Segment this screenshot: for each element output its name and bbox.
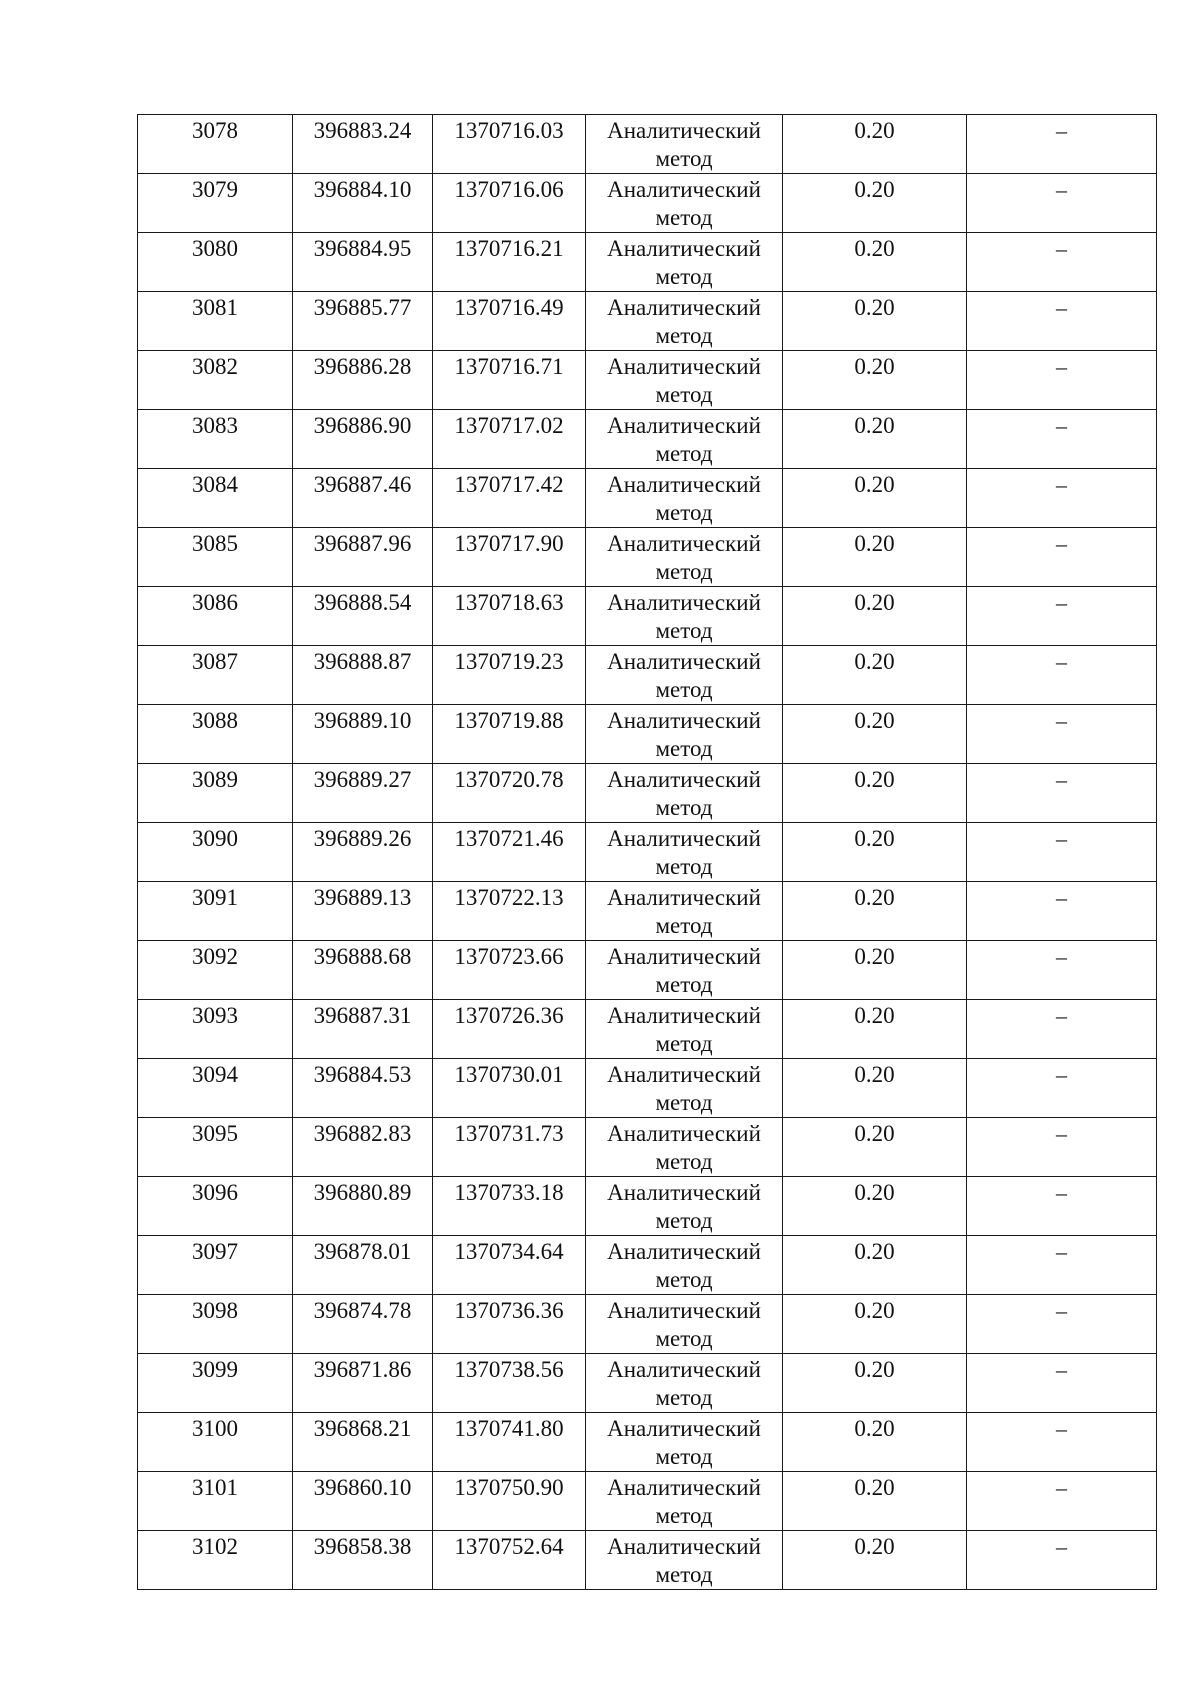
point-number-cell: 3091: [138, 882, 293, 941]
y-coordinate-cell: 1370736.36: [433, 1295, 586, 1354]
method-line-1: Аналитический: [607, 1180, 761, 1205]
table-row: [138, 115, 1157, 174]
method-line-1: Аналитический: [607, 590, 761, 615]
point-number-cell: 3080: [138, 233, 293, 292]
method-line-1: Аналитический: [607, 531, 761, 556]
accuracy-cell: 0.20: [783, 174, 967, 233]
method-cell: [586, 528, 783, 587]
point-number-cell: 3085: [138, 528, 293, 587]
method-cell: [586, 1295, 783, 1354]
method-cell: [586, 1118, 783, 1177]
accuracy-cell: 0.20: [783, 292, 967, 351]
point-number-cell: 3086: [138, 587, 293, 646]
table-row: [138, 292, 1157, 351]
x-coordinate-cell: 396880.89: [293, 1177, 433, 1236]
y-coordinate-cell: 1370717.90: [433, 528, 586, 587]
method-line-1: Аналитический: [607, 1475, 761, 1500]
x-coordinate-cell: 396878.01: [293, 1236, 433, 1295]
method-line-2: метод: [655, 264, 713, 289]
method-line-1: Аналитический: [607, 1534, 761, 1559]
method-line-2: метод: [655, 736, 713, 761]
point-number-cell: 3093: [138, 1000, 293, 1059]
method-line-2: метод: [655, 559, 713, 584]
note-cell: –: [967, 1118, 1157, 1177]
method-line-2: метод: [655, 1267, 713, 1292]
accuracy-cell: 0.20: [783, 1236, 967, 1295]
note-cell: –: [967, 469, 1157, 528]
point-number-cell: 3092: [138, 941, 293, 1000]
coordinates-table: [137, 114, 1157, 1590]
method-cell: [586, 233, 783, 292]
point-number-cell: 3102: [138, 1531, 293, 1590]
y-coordinate-cell: 1370741.80: [433, 1413, 586, 1472]
accuracy-cell: 0.20: [783, 1000, 967, 1059]
note-cell: –: [967, 1059, 1157, 1118]
note-cell: –: [967, 882, 1157, 941]
method-cell: [586, 351, 783, 410]
point-number-cell: 3078: [138, 115, 293, 174]
note-cell: –: [967, 764, 1157, 823]
method-cell: [586, 292, 783, 351]
y-coordinate-cell: 1370716.03: [433, 115, 586, 174]
y-coordinate-cell: 1370722.13: [433, 882, 586, 941]
y-coordinate-cell: 1370734.64: [433, 1236, 586, 1295]
note-cell: –: [967, 115, 1157, 174]
method-line-2: метод: [655, 1503, 713, 1528]
method-line-1: Аналитический: [607, 295, 761, 320]
method-line-2: метод: [655, 1031, 713, 1056]
x-coordinate-cell: 396874.78: [293, 1295, 433, 1354]
table-row: [138, 764, 1157, 823]
note-cell: –: [967, 646, 1157, 705]
y-coordinate-cell: 1370719.88: [433, 705, 586, 764]
point-number-cell: 3098: [138, 1295, 293, 1354]
method-line-1: Аналитический: [607, 236, 761, 261]
method-cell: [586, 410, 783, 469]
table-row: [138, 1236, 1157, 1295]
point-number-cell: 3090: [138, 823, 293, 882]
point-number-cell: 3087: [138, 646, 293, 705]
x-coordinate-cell: 396882.83: [293, 1118, 433, 1177]
point-number-cell: 3082: [138, 351, 293, 410]
method-line-2: метод: [655, 205, 713, 230]
point-number-cell: 3100: [138, 1413, 293, 1472]
x-coordinate-cell: 396884.10: [293, 174, 433, 233]
accuracy-cell: 0.20: [783, 587, 967, 646]
y-coordinate-cell: 1370716.71: [433, 351, 586, 410]
method-line-2: метод: [655, 972, 713, 997]
method-cell: [586, 1059, 783, 1118]
accuracy-cell: 0.20: [783, 469, 967, 528]
y-coordinate-cell: 1370721.46: [433, 823, 586, 882]
method-line-2: метод: [655, 500, 713, 525]
method-cell: [586, 1354, 783, 1413]
x-coordinate-cell: 396889.27: [293, 764, 433, 823]
note-cell: –: [967, 528, 1157, 587]
x-coordinate-cell: 396888.68: [293, 941, 433, 1000]
note-cell: –: [967, 410, 1157, 469]
x-coordinate-cell: 396886.28: [293, 351, 433, 410]
y-coordinate-cell: 1370733.18: [433, 1177, 586, 1236]
accuracy-cell: 0.20: [783, 528, 967, 587]
accuracy-cell: 0.20: [783, 410, 967, 469]
method-line-1: Аналитический: [607, 1062, 761, 1087]
note-cell: –: [967, 1413, 1157, 1472]
method-cell: [586, 1000, 783, 1059]
table-row: [138, 646, 1157, 705]
table-row: [138, 174, 1157, 233]
note-cell: –: [967, 705, 1157, 764]
point-number-cell: 3079: [138, 174, 293, 233]
method-line-2: метод: [655, 1444, 713, 1469]
x-coordinate-cell: 396885.77: [293, 292, 433, 351]
table-row: [138, 823, 1157, 882]
note-cell: –: [967, 1531, 1157, 1590]
method-cell: [586, 174, 783, 233]
method-cell: [586, 1413, 783, 1472]
method-cell: [586, 941, 783, 1000]
table-row: [138, 1413, 1157, 1472]
note-cell: –: [967, 823, 1157, 882]
x-coordinate-cell: 396889.13: [293, 882, 433, 941]
table-row: [138, 941, 1157, 1000]
method-line-1: Аналитический: [607, 885, 761, 910]
method-line-1: Аналитический: [607, 118, 761, 143]
accuracy-cell: 0.20: [783, 823, 967, 882]
method-line-2: метод: [655, 913, 713, 938]
accuracy-cell: 0.20: [783, 1531, 967, 1590]
method-cell: [586, 764, 783, 823]
x-coordinate-cell: 396887.96: [293, 528, 433, 587]
point-number-cell: 3096: [138, 1177, 293, 1236]
method-cell: [586, 1236, 783, 1295]
point-number-cell: 3097: [138, 1236, 293, 1295]
accuracy-cell: 0.20: [783, 1413, 967, 1472]
x-coordinate-cell: 396886.90: [293, 410, 433, 469]
point-number-cell: 3084: [138, 469, 293, 528]
y-coordinate-cell: 1370717.02: [433, 410, 586, 469]
accuracy-cell: 0.20: [783, 646, 967, 705]
table-row: [138, 587, 1157, 646]
y-coordinate-cell: 1370726.36: [433, 1000, 586, 1059]
note-cell: –: [967, 1000, 1157, 1059]
method-line-1: Аналитический: [607, 649, 761, 674]
method-cell: [586, 1531, 783, 1590]
method-line-2: метод: [655, 382, 713, 407]
method-cell: [586, 882, 783, 941]
y-coordinate-cell: 1370717.42: [433, 469, 586, 528]
table-row: [138, 1177, 1157, 1236]
method-line-1: Аналитический: [607, 472, 761, 497]
note-cell: –: [967, 292, 1157, 351]
method-line-1: Аналитический: [607, 944, 761, 969]
accuracy-cell: 0.20: [783, 764, 967, 823]
point-number-cell: 3088: [138, 705, 293, 764]
x-coordinate-cell: 396884.95: [293, 233, 433, 292]
method-cell: [586, 115, 783, 174]
note-cell: –: [967, 941, 1157, 1000]
method-line-2: метод: [655, 1090, 713, 1115]
table-row: [138, 351, 1157, 410]
x-coordinate-cell: 396888.87: [293, 646, 433, 705]
accuracy-cell: 0.20: [783, 705, 967, 764]
method-cell: [586, 1472, 783, 1531]
y-coordinate-cell: 1370716.06: [433, 174, 586, 233]
table-row: [138, 469, 1157, 528]
method-cell: [586, 587, 783, 646]
table-row: [138, 705, 1157, 764]
table-row: [138, 528, 1157, 587]
accuracy-cell: 0.20: [783, 882, 967, 941]
table-row: [138, 1295, 1157, 1354]
method-line-2: метод: [655, 854, 713, 879]
method-line-1: Аналитический: [607, 1416, 761, 1441]
method-line-1: Аналитический: [607, 1239, 761, 1264]
x-coordinate-cell: 396889.26: [293, 823, 433, 882]
method-cell: [586, 823, 783, 882]
accuracy-cell: 0.20: [783, 233, 967, 292]
accuracy-cell: 0.20: [783, 1118, 967, 1177]
x-coordinate-cell: 396888.54: [293, 587, 433, 646]
y-coordinate-cell: 1370719.23: [433, 646, 586, 705]
accuracy-cell: 0.20: [783, 1059, 967, 1118]
accuracy-cell: 0.20: [783, 1354, 967, 1413]
table-row: [138, 882, 1157, 941]
method-line-1: Аналитический: [607, 177, 761, 202]
x-coordinate-cell: 396871.86: [293, 1354, 433, 1413]
method-line-2: метод: [655, 1385, 713, 1410]
method-line-1: Аналитический: [607, 1298, 761, 1323]
method-line-2: метод: [655, 441, 713, 466]
note-cell: –: [967, 1177, 1157, 1236]
note-cell: –: [967, 1354, 1157, 1413]
x-coordinate-cell: 396858.38: [293, 1531, 433, 1590]
note-cell: –: [967, 351, 1157, 410]
table-row: [138, 1118, 1157, 1177]
x-coordinate-cell: 396868.21: [293, 1413, 433, 1472]
method-line-2: метод: [655, 1149, 713, 1174]
x-coordinate-cell: 396889.10: [293, 705, 433, 764]
note-cell: –: [967, 1236, 1157, 1295]
accuracy-cell: 0.20: [783, 1472, 967, 1531]
method-line-1: Аналитический: [607, 826, 761, 851]
table-row: [138, 1059, 1157, 1118]
x-coordinate-cell: 396887.31: [293, 1000, 433, 1059]
method-line-2: метод: [655, 1208, 713, 1233]
method-line-2: метод: [655, 677, 713, 702]
y-coordinate-cell: 1370752.64: [433, 1531, 586, 1590]
method-line-1: Аналитический: [607, 413, 761, 438]
accuracy-cell: 0.20: [783, 351, 967, 410]
method-line-2: метод: [655, 1326, 713, 1351]
note-cell: –: [967, 1472, 1157, 1531]
table-row: [138, 1354, 1157, 1413]
point-number-cell: 3081: [138, 292, 293, 351]
method-cell: [586, 1177, 783, 1236]
accuracy-cell: 0.20: [783, 941, 967, 1000]
y-coordinate-cell: 1370738.56: [433, 1354, 586, 1413]
method-line-1: Аналитический: [607, 708, 761, 733]
y-coordinate-cell: 1370750.90: [433, 1472, 586, 1531]
method-line-1: Аналитический: [607, 354, 761, 379]
note-cell: –: [967, 174, 1157, 233]
y-coordinate-cell: 1370730.01: [433, 1059, 586, 1118]
x-coordinate-cell: 396883.24: [293, 115, 433, 174]
accuracy-cell: 0.20: [783, 115, 967, 174]
y-coordinate-cell: 1370720.78: [433, 764, 586, 823]
method-cell: [586, 469, 783, 528]
accuracy-cell: 0.20: [783, 1295, 967, 1354]
point-number-cell: 3095: [138, 1118, 293, 1177]
table-row: [138, 1472, 1157, 1531]
point-number-cell: 3083: [138, 410, 293, 469]
y-coordinate-cell: 1370723.66: [433, 941, 586, 1000]
method-line-1: Аналитический: [607, 767, 761, 792]
method-line-1: Аналитический: [607, 1357, 761, 1382]
method-line-2: метод: [655, 618, 713, 643]
point-number-cell: 3099: [138, 1354, 293, 1413]
method-cell: [586, 646, 783, 705]
point-number-cell: 3094: [138, 1059, 293, 1118]
method-line-2: метод: [655, 146, 713, 171]
table-row: [138, 233, 1157, 292]
y-coordinate-cell: 1370718.63: [433, 587, 586, 646]
method-line-2: метод: [655, 795, 713, 820]
y-coordinate-cell: 1370716.21: [433, 233, 586, 292]
note-cell: –: [967, 1295, 1157, 1354]
point-number-cell: 3089: [138, 764, 293, 823]
y-coordinate-cell: 1370716.49: [433, 292, 586, 351]
method-line-2: метод: [655, 323, 713, 348]
table-body: [138, 115, 1157, 1590]
method-line-1: Аналитический: [607, 1121, 761, 1146]
method-line-1: Аналитический: [607, 1003, 761, 1028]
y-coordinate-cell: 1370731.73: [433, 1118, 586, 1177]
x-coordinate-cell: 396887.46: [293, 469, 433, 528]
method-cell: [586, 705, 783, 764]
table-row: [138, 1531, 1157, 1590]
point-number-cell: 3101: [138, 1472, 293, 1531]
note-cell: –: [967, 233, 1157, 292]
method-line-2: метод: [655, 1562, 713, 1587]
accuracy-cell: 0.20: [783, 1177, 967, 1236]
table-row: [138, 1000, 1157, 1059]
table-row: [138, 410, 1157, 469]
x-coordinate-cell: 396884.53: [293, 1059, 433, 1118]
note-cell: –: [967, 587, 1157, 646]
x-coordinate-cell: 396860.10: [293, 1472, 433, 1531]
